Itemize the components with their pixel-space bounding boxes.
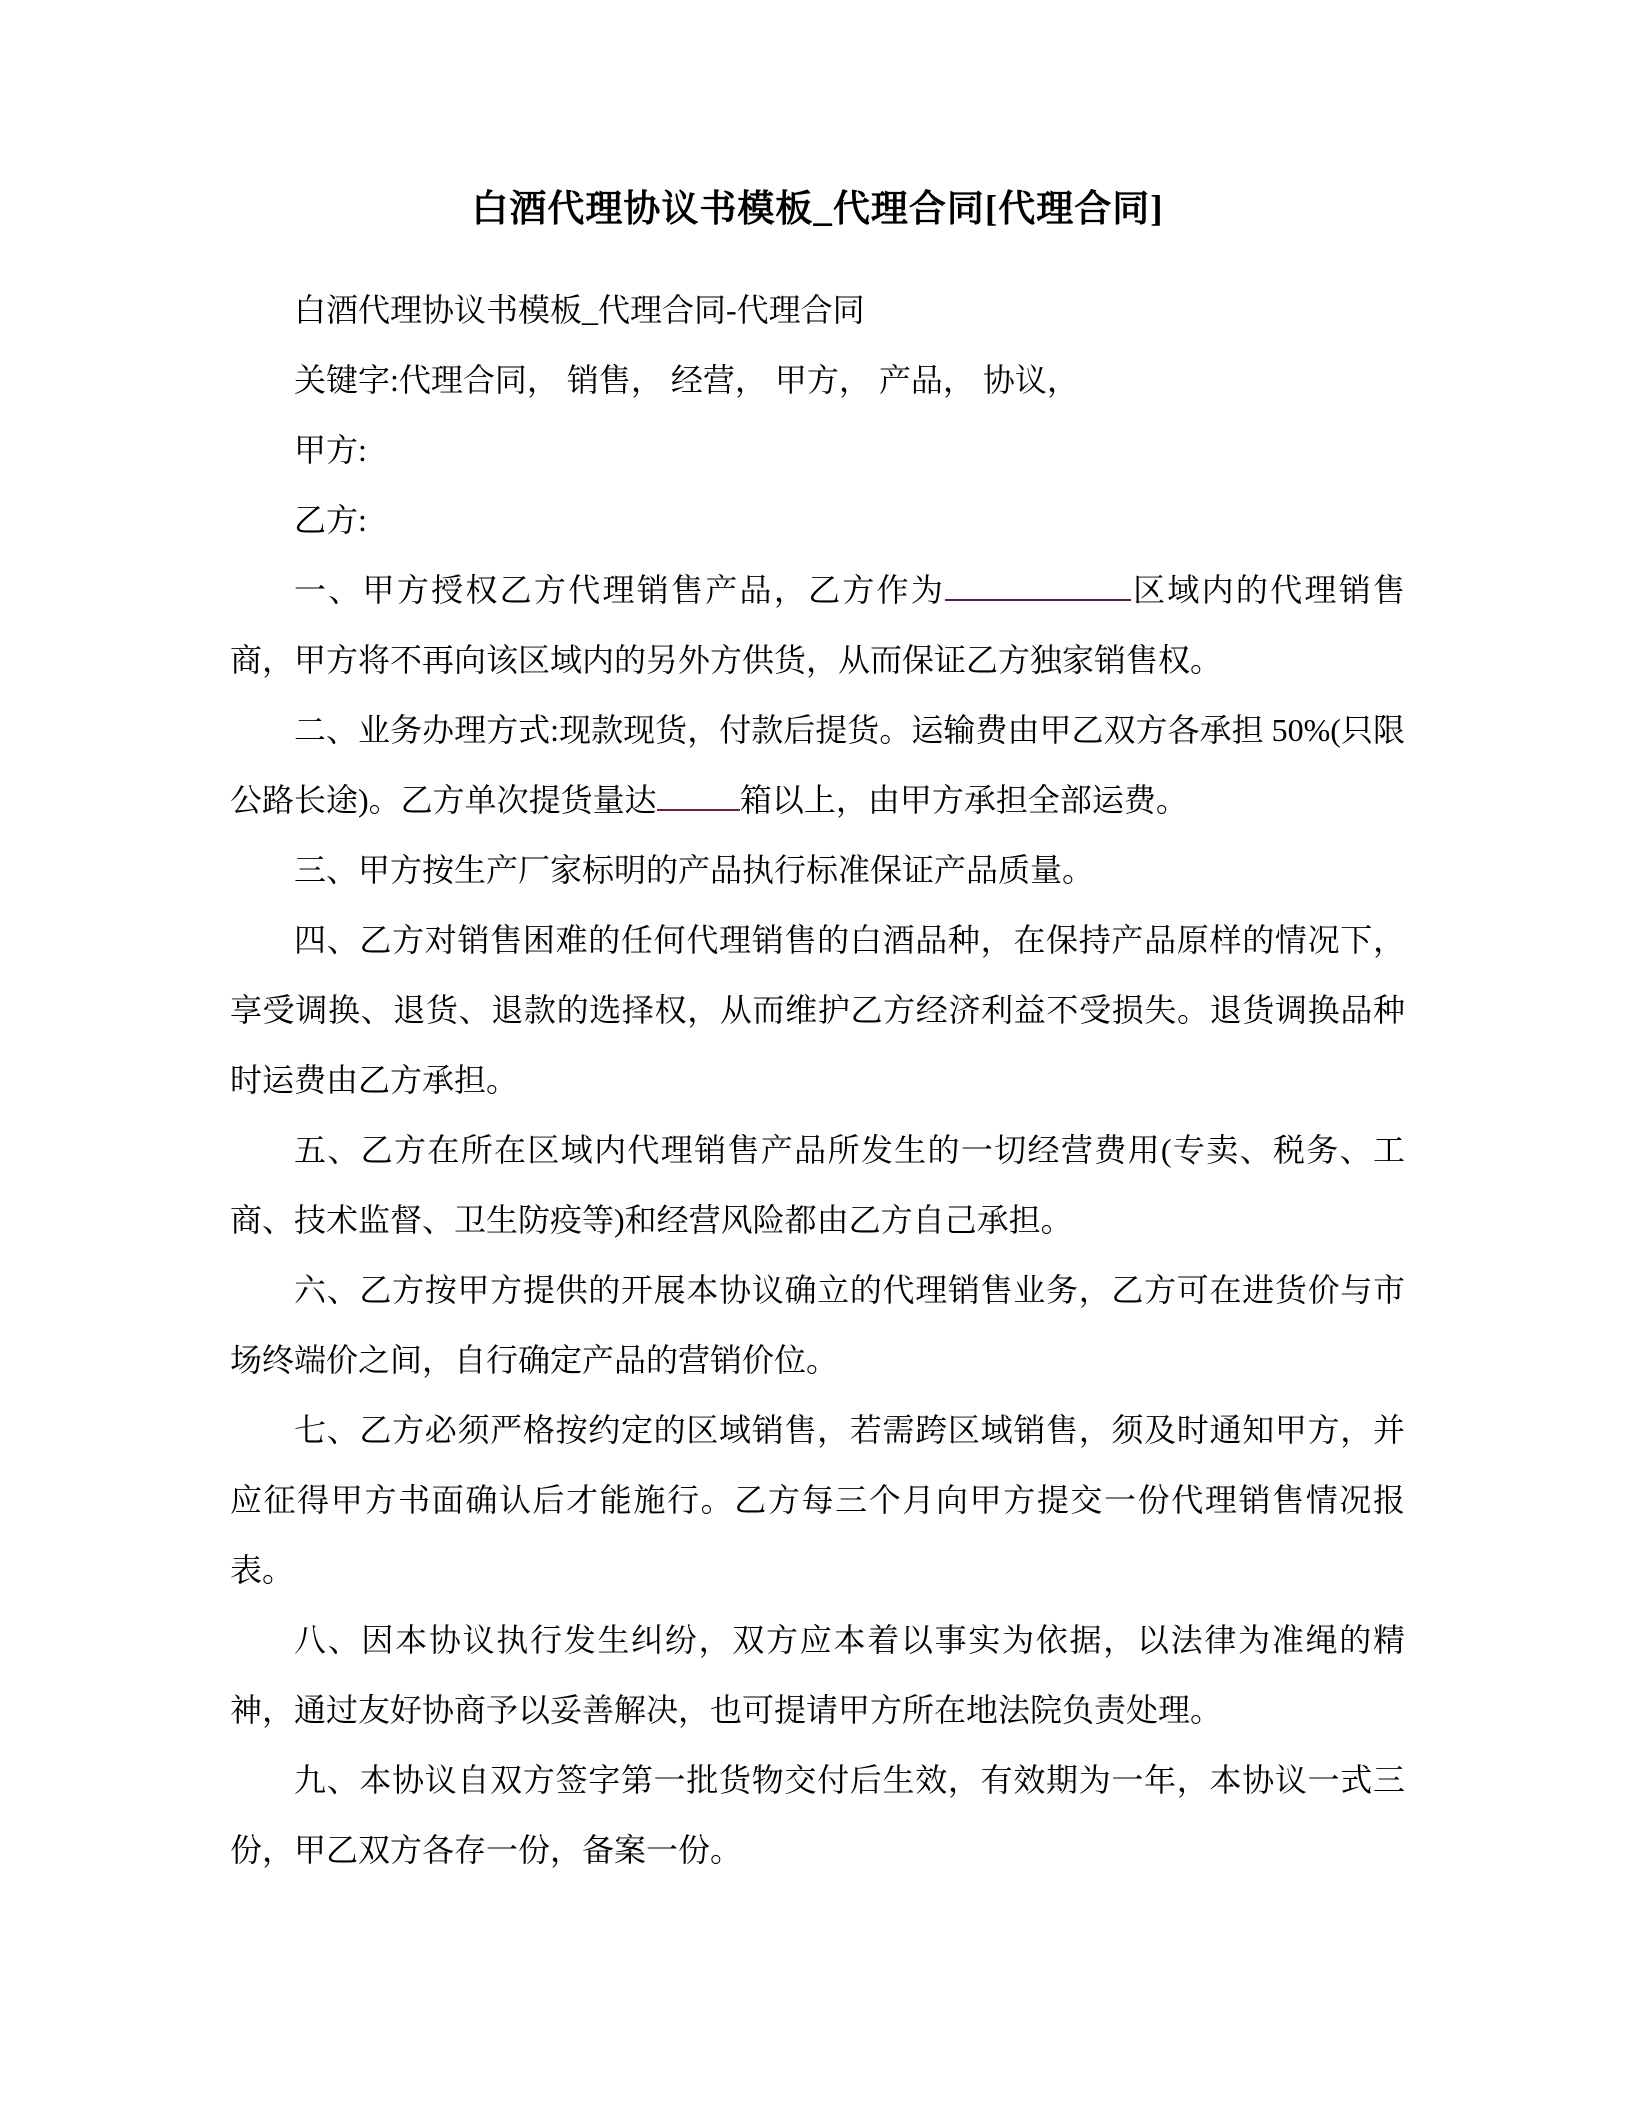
fill-in-blank[interactable] — [657, 779, 740, 811]
text-run: 七、乙方必须严格按约定的区域销售，若需跨区域销售，须及时通知甲方，并应征得甲方书面确认后才能施行。乙方每三个月向甲方提交一份代理销售情况报表。 — [230, 1412, 1405, 1588]
clause-3 — [230, 835, 1405, 905]
text-run: 关键字:代理合同， 销售， 经营， 甲方， 产品， 协议， — [294, 362, 1079, 398]
keywords-line — [230, 345, 1405, 415]
clause-6 — [230, 1255, 1405, 1395]
text-run: 八、因本协议执行发生纠纷，双方应本着以事实为依据，以法律为准绳的精神，通过友好协商予以妥善解决，也可提请甲方所在地法院负责处理。 — [230, 1622, 1405, 1728]
text-run: 甲方: — [294, 432, 367, 468]
clause-1 — [230, 555, 1405, 695]
clause-8 — [230, 1605, 1405, 1745]
document-title: 白酒代理协议书模板_代理合同[代理合同] — [471, 189, 1164, 230]
clause-2 — [230, 695, 1405, 835]
clause-9 — [230, 1745, 1405, 1885]
document-body[interactable] — [230, 275, 1405, 1885]
text-run: 三、甲方按生产厂家标明的产品执行标准保证产品质量。 — [294, 852, 1095, 888]
text-run: 四、乙方对销售困难的任何代理销售的白酒品种，在保持产品原样的情况下，享受调换、退货、退款的选择权，从而维护乙方经济利益不受损失。退货调换品种时运费由乙方承担。 — [230, 922, 1405, 1098]
text-run: 六、乙方按甲方提供的开展本协议确立的代理销售业务，乙方可在进货价与市场终端价之间，自行确定产品的营销价位。 — [230, 1272, 1405, 1378]
text-run: 白酒代理协议书模板_代理合同-代理合同 — [294, 292, 865, 328]
party-b-line — [230, 485, 1405, 555]
clause-4 — [230, 905, 1405, 1115]
text-run: 五、乙方在所在区域内代理销售产品所发生的一切经营费用(专卖、税务、工商、技术监督、卫生防疫等)和经营风险都由乙方自己承担。 — [230, 1132, 1405, 1238]
text-run: 二、业务办理方式:现款现货，付款后提货。运输费由甲乙双方各承担 50%(只限公路长途)。乙方单次提货量达 — [230, 712, 1405, 818]
text-run: 区域内的代理销售商，甲方将不再向该区域内的另外方供货，从而保证乙方独家销售权。 — [230, 572, 1405, 678]
text-run: 乙方: — [294, 502, 367, 538]
text-run: 一、甲方授权乙方代理销售产品，乙方作为 — [294, 572, 946, 608]
text-run: 九、本协议自双方签字第一批货物交付后生效，有效期为一年，本协议一式三份，甲乙双方各存一份，备案一份。 — [230, 1762, 1405, 1868]
fill-in-blank[interactable] — [945, 569, 1131, 601]
clause-5 — [230, 1115, 1405, 1255]
subtitle — [230, 275, 1405, 345]
clause-7 — [230, 1395, 1405, 1605]
text-run: 箱以上，由甲方承担全部运费。 — [739, 782, 1188, 818]
party-a-line — [230, 415, 1405, 485]
